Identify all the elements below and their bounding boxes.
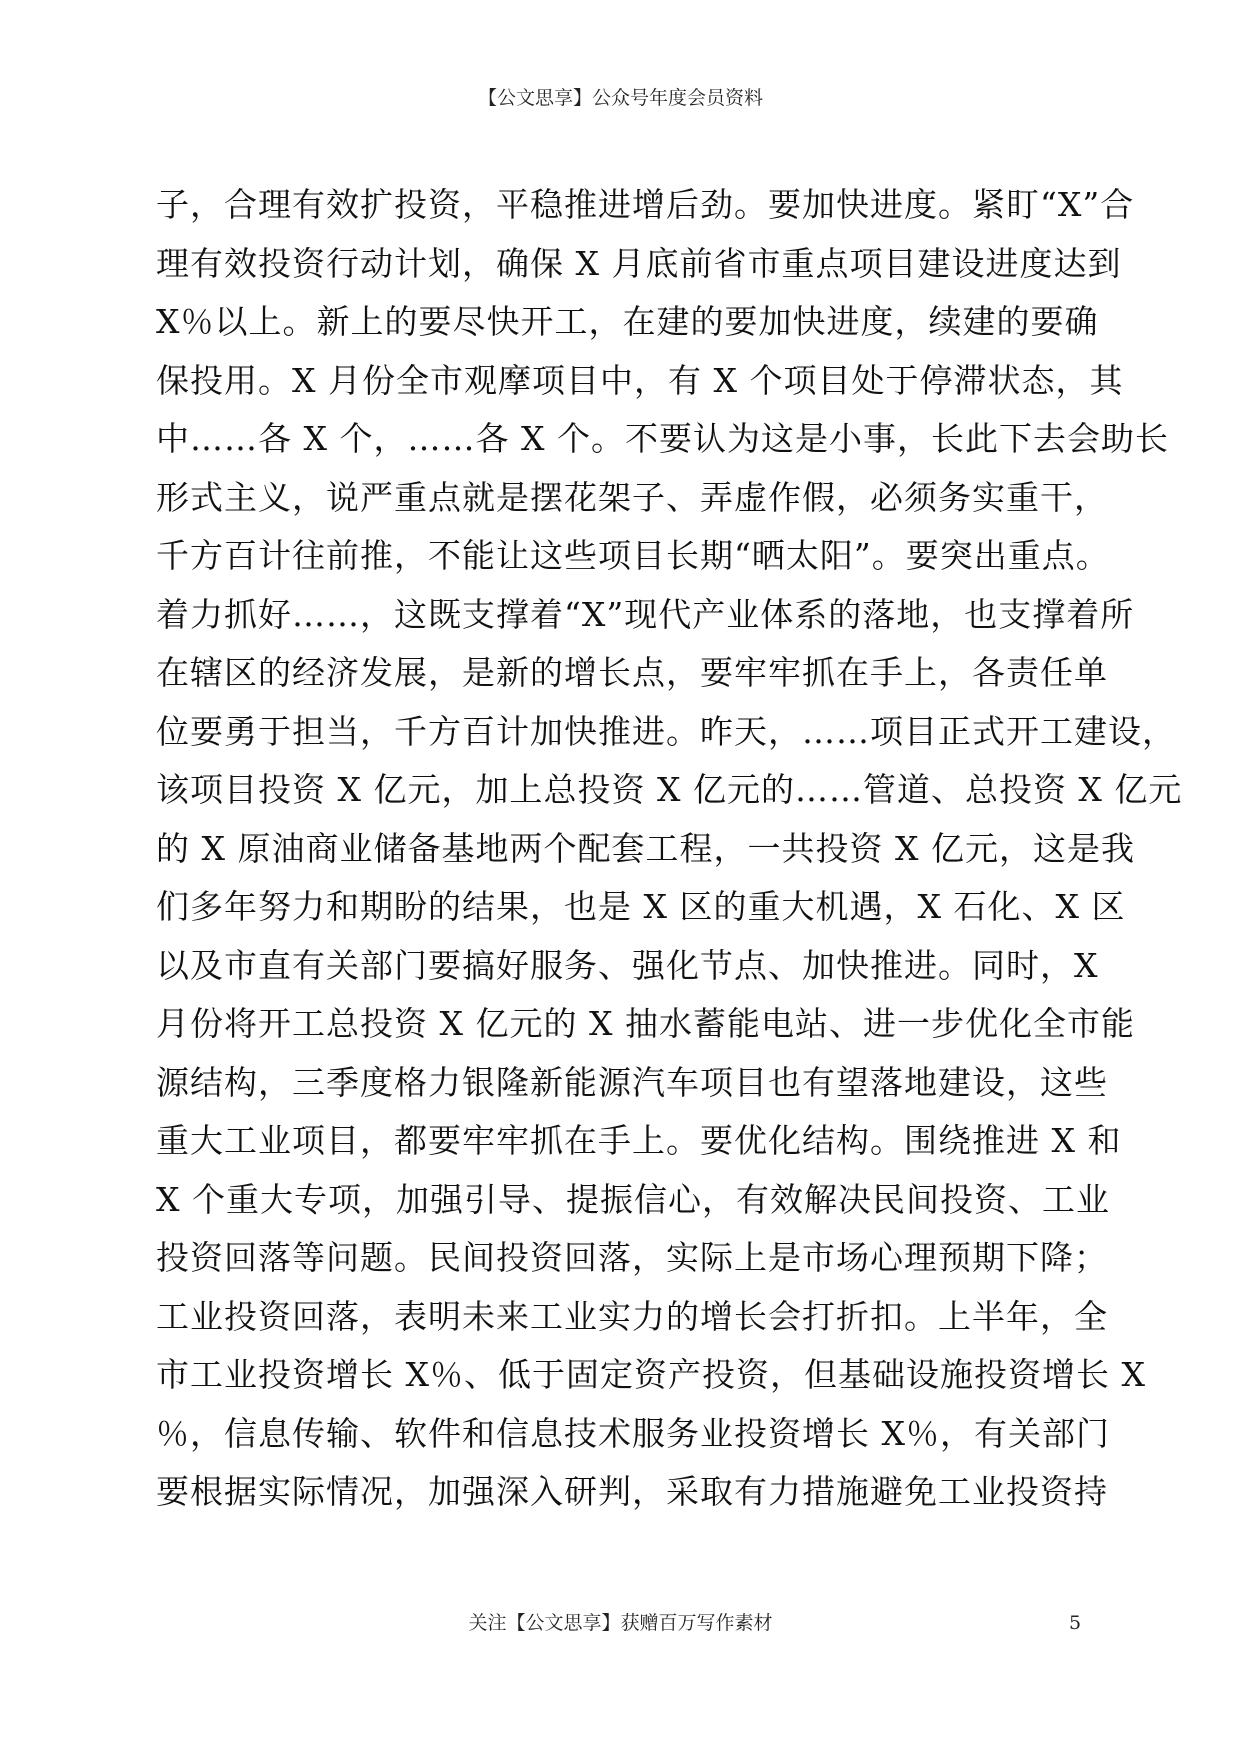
text-line: 形式主义，说严重点就是摆花架子、弄虚作假，必须务实重干， — [156, 477, 1108, 517]
text-line: 们多年努力和期盼的结果，也是 X 区的重大机遇，X 石化、X 区 — [156, 887, 1126, 926]
text-line: 的 X 原油商业储备基地两个配套工程，一共投资 X 亿元，这是我 — [156, 828, 1135, 868]
text-line: X％以上。新上的要尽快开工，在建的要加快进度，续建的要确 — [156, 302, 1099, 341]
text-line: 要根据实际情况，加强深入研判，采取有力措施避免工业投资持 — [156, 1472, 1108, 1511]
text-line: 市工业投资增长 X％、低于固定资产投资，但基础设施投资增长 X — [156, 1355, 1146, 1394]
page-number: 5 — [1069, 1612, 1082, 1634]
text-line: 子，合理有效扩投资，平稳推进增后劲。要加快进度。紧盯“X”合 — [156, 185, 1135, 224]
text-line: 投资回落等问题。民间投资回落，实际上是市场心理预期下降； — [156, 1238, 1108, 1277]
page-header: 【公文思享】公众号年度会员资料 — [477, 87, 763, 109]
text-line: 中……各 X 个，……各 X 个。不要认为这是小事，长此下去会助长 — [156, 419, 1169, 458]
text-line: 位要勇于担当，千方百计加快推进。昨天，……项目正式开工建设， — [156, 711, 1176, 751]
body-text — [156, 176, 1183, 1522]
text-line: 着力抓好……，这既支撑着“X”现代产业体系的落地，也支撑着所 — [156, 594, 1135, 634]
text-line: 理有效投资行动计划，确保 X 月底前省市重点项目建设进度达到 — [156, 243, 1122, 283]
text-line: 千方百计往前推，不能让这些项目长期“晒太阳”。要突出重点。 — [156, 536, 1110, 575]
text-line: 重大工业项目，都要牢牢抓在手上。要优化结构。围绕推进 X 和 — [156, 1121, 1122, 1160]
page-footer: 关注【公文思享】获赠百万写作素材 — [468, 1612, 773, 1634]
text-line: ％，信息传输、软件和信息技术服务业投资增长 X％，有关部门 — [156, 1413, 1110, 1453]
text-line: 月份将开工总投资 X 亿元的 X 抽水蓄能电站、进一步优化全市能 — [156, 1004, 1135, 1043]
text-line: X 个重大专项，加强引导、提振信心，有效解决民间投资、工业 — [156, 1179, 1110, 1219]
text-line: 以及市直有关部门要搞好服务、强化节点、加快推进。同时，X — [156, 945, 1099, 985]
text-line: 该项目投资 X 亿元，加上总投资 X 亿元的……管道、总投资 X 亿元 — [156, 770, 1183, 809]
text-line: 工业投资回落，表明未来工业实力的增长会打折扣。上半年，全 — [156, 1296, 1108, 1336]
text-line: 源结构，三季度格力银隆新能源汽车项目也有望落地建设，这些 — [156, 1062, 1108, 1102]
text-line: 保投用。X 月份全市观摩项目中，有 X 个项目处于停滞状态，其 — [156, 360, 1124, 400]
text-line: 在辖区的经济发展，是新的增长点，要牢牢抓在手上，各责任单 — [156, 653, 1108, 692]
